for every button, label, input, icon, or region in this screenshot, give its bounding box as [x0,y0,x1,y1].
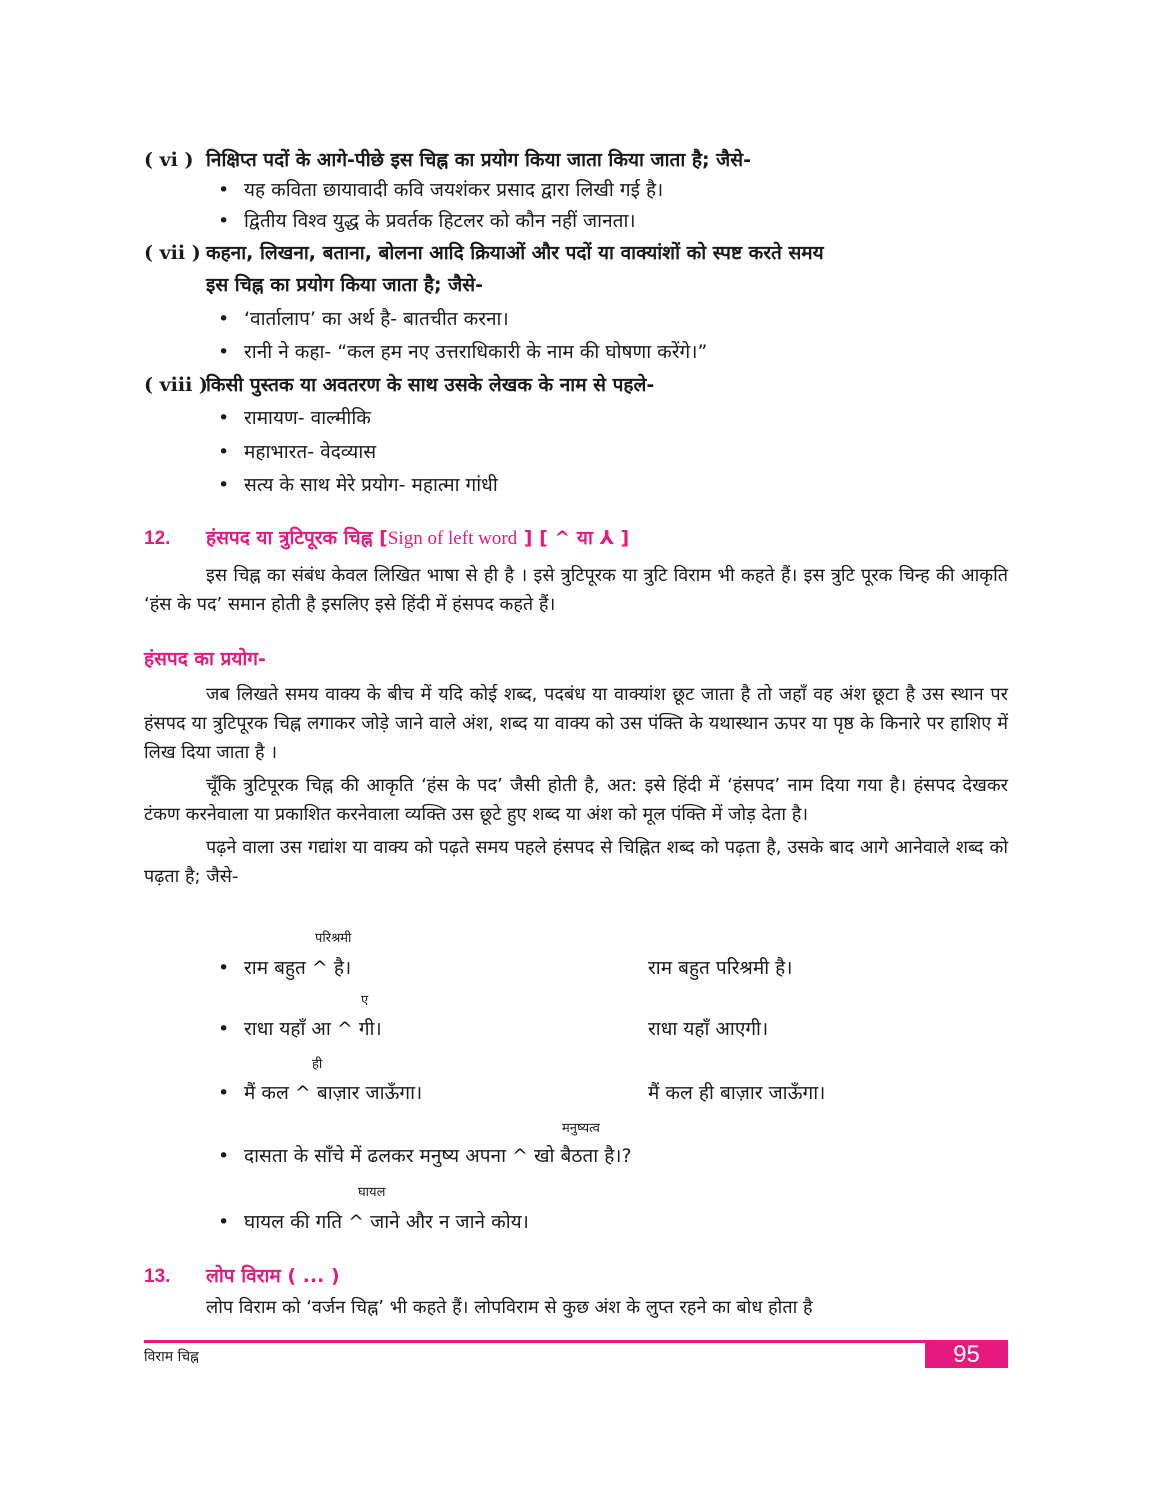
usage-body [144,680,1008,891]
example-text: राधा यहाँ आ ^ गी। [244,1018,382,1040]
bullet-icon: • [218,210,230,232]
example-text: घायल की गति ^ जाने और न जाने कोय। [244,1211,529,1233]
bullet-icon: • [218,1082,230,1104]
list-item-text: सत्य के साथ मेरे प्रयोग- महात्मा गांधी [244,474,498,496]
list-item-text: द्वितीय विश्व युद्ध के प्रवर्तक हिटलर को कौन नहीं जानता। [244,210,636,232]
list-item-text: ‘वार्तालाप’ का अर्थ है- बातचीत करना। [244,308,509,330]
list-item-text: रामायण- वाल्मीकि [244,407,371,429]
bullet-icon: • [218,407,230,429]
example-insert-word: ही [312,1057,323,1072]
list-item [218,338,707,366]
list-item [218,305,509,333]
list-item [218,404,371,432]
item-vii-heading [144,239,824,267]
bullet-icon: • [218,1211,230,1233]
section-12-symbols: [ ^ या ⅄ ] [539,527,630,549]
item-vi-heading [144,146,751,174]
example-text: मैं कल ^ बाज़ार जाऊँगा। [244,1082,423,1104]
section-12-english: Sign of left word [387,528,518,549]
item-vi-heading-text: निक्षिप्त पदों के आगे-पीछे इस चिह्न का प्रयोग किया जाता किया जाता है; जैसे- [206,149,752,171]
list-item-text: महाभारत- वेदव्यास [244,441,377,463]
bullet-icon: • [218,1018,230,1040]
item-viii-heading [144,371,654,399]
bullet-icon: • [218,957,230,979]
bullet-icon: • [218,308,230,330]
section-13-symbol: ( ... ) [287,1265,340,1287]
item-viii-label: ( viii ) [144,374,208,396]
section-13-heading [144,1262,340,1291]
bullet-icon: • [218,341,230,363]
item-viii-heading-text: किसी पुस्तक या अवतरण के साथ उसके लेखक के नाम से पहले- [206,374,655,396]
list-item [218,176,663,204]
item-vii-label: ( vii ) [144,242,201,264]
bullet-icon: • [218,474,230,496]
example-corrected: मैं कल ही बाज़ार जाऊँगा। [648,1082,826,1104]
paragraph: इस चिह्न का संबंध केवल लिखित भाषा से ही है । इसे त्रुटिपूरक या त्रुटि विराम भी कहते हैं। इस त्रुटि पूरक चिन्ह की आकृति ‘हंस के पद’ समान होती है इसलिए इसे हिंदी में हंसपद कहते हैं। [144,565,1008,615]
bullet-icon: • [218,1145,230,1167]
example-corrected: राधा यहाँ आएगी। [648,1018,769,1040]
usage-heading: हंसपद का प्रयोग- [144,648,266,670]
footer-chapter-title: विराम चिह्न [144,1349,199,1365]
example-sentence [218,954,351,982]
example-text: दासता के साँचे में ढलकर मनुष्य अपना ^ खो बैठता है।? [244,1145,632,1167]
example-text: राम बहुत ^ है। [244,957,352,979]
list-item-text: रानी ने कहा- “कल हम नए उत्तराधिकारी के नाम की घोषणा करेंगे।” [244,341,708,363]
list-item [218,438,376,466]
example-sentence [218,1015,382,1043]
list-item-text: यह कविता छायावादी कवि जयशंकर प्रसाद द्वारा लिखी गई है। [244,179,664,201]
section-13-title: लोप विराम [206,1265,281,1287]
paragraph: चूँकि त्रुटिपूरक चिह्न की आकृति ‘हंस के पद’ जैसी होती है, अत: इसे हिंदी में ‘हंसपद’ नाम दिया गया है। हंसपद देखकर टंकण करनेवाला या प्रकाशित करनेवाला व्यक्ति उस छूटे हुए शब्द या अंश को मूल पंक्ति में जोड़ देता है। [144,775,1008,825]
section-12-number: 12. [144,528,171,549]
bullet-icon: • [218,179,230,201]
paragraph: पढ़ने वाला उस गद्यांश या वाक्य को पढ़ते समय पहले हंसपद से चिह्नित शब्द को पढ़ता है, उसके बाद आगे आनेवाले शब्द को पढ़ता है; जैसे- [144,837,1008,887]
section-12-bracket-open: [ [379,527,388,549]
section-13-intro [144,1293,1008,1322]
item-vii-heading-line1: कहना, लिखना, बताना, बोलना आदि क्रियाओं और पदों या वाक्यांशों को स्पष्ट करते समय [206,242,824,264]
example-insert-word: घायल [358,1185,386,1200]
example-sentence [218,1208,529,1236]
example-corrected: राम बहुत परिश्रमी है। [648,957,793,979]
example-sentence [218,1142,632,1170]
list-item [218,471,498,499]
example-sentence [218,1079,422,1107]
example-insert-word: मनुष्यत्व [562,1121,600,1136]
section-12-bracket-close: ] [523,527,533,549]
item-vii-heading-line2: इस चिह्न का प्रयोग किया जाता है; जैसे- [206,274,483,296]
section-12-title: हंसपद या त्रुटिपूरक चिह्न [206,527,373,549]
section-13-number: 13. [144,1266,171,1287]
paragraph: जब लिखते समय वाक्य के बीच में यदि कोई शब्द, पदबंध या वाक्यांश छूट जाता है तो जहाँ वह अंश छूटा है उस स्थान पर हंसपद या त्रुटिपूरक चिह्न लगाकर जोड़े जाने वाले अंश, शब्द या वाक्य को उस पंक्ति के यथास्थान ऊपर या पृष्ठ के किनारे पर हाशिए में लिख दिया जाता है । [144,684,1008,763]
example-insert-word: परिश्रमी [315,931,352,946]
example-insert-word: ए [361,993,369,1008]
bullet-icon: • [218,441,230,463]
paragraph: लोप विराम को ‘वर्जन चिह्न’ भी कहते हैं। लोपविराम से कुछ अंश के लुप्त रहने का बोध होता है [206,1297,813,1318]
section-12-heading [144,524,629,553]
footer-divider [144,1340,1008,1343]
section-12-intro [144,561,1008,619]
list-item [218,207,636,235]
item-vi-label: ( vi ) [144,149,194,171]
page-number-badge: 95 [925,1341,1008,1368]
